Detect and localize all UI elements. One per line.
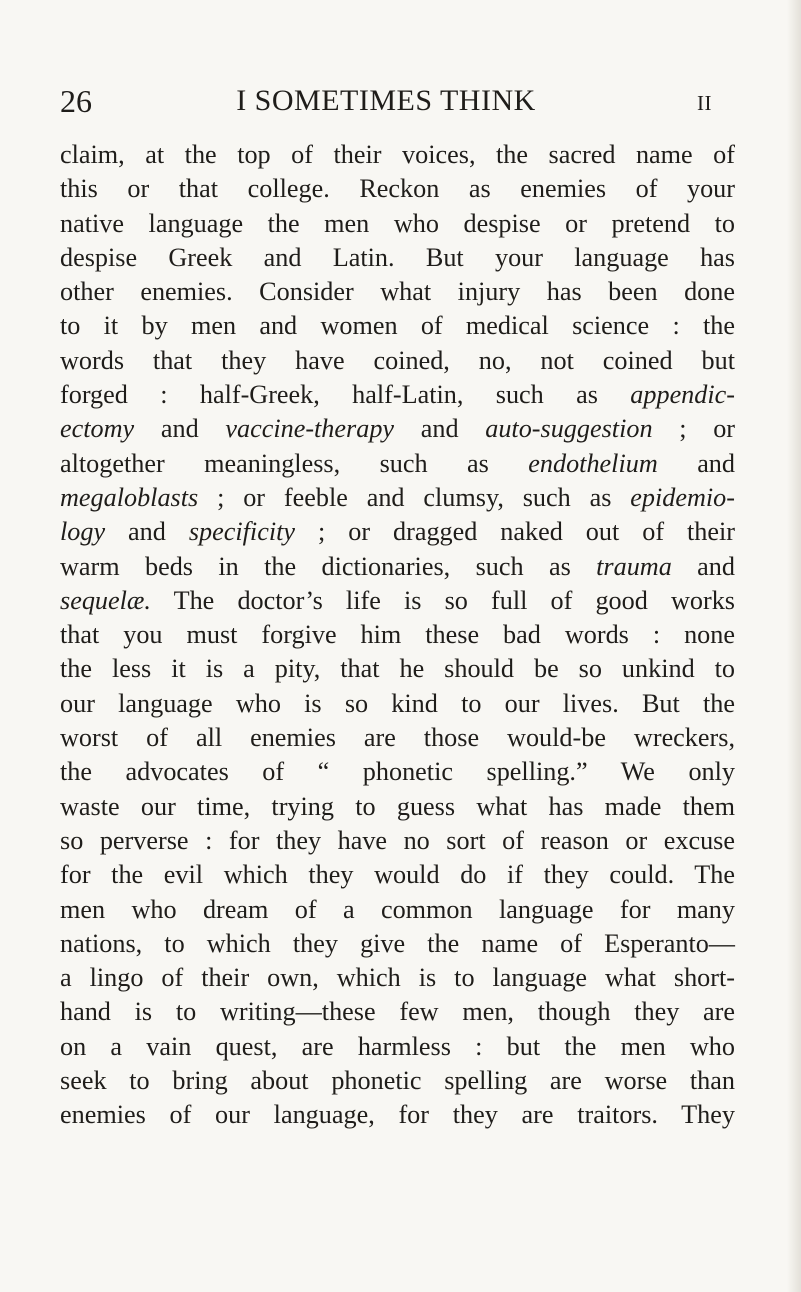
italic-term: ectomy (60, 414, 135, 444)
text-run: a lingo of their own, which is to language what short- (60, 963, 735, 993)
text-run: seek to bring about phonetic spelling are worse than (60, 1066, 735, 1096)
italic-term: vaccine-therapy (225, 414, 395, 444)
text-run: men who dream of a common language for many (60, 894, 735, 924)
text-run: to it by men and women of medical science : the (60, 311, 735, 341)
text-line (60, 344, 735, 378)
text-line (60, 1030, 735, 1064)
text-line (60, 687, 735, 721)
text-run: the advocates of “ phonetic spelling.” We only (60, 757, 735, 787)
text-run: for the evil which they would do if they could. The (60, 860, 735, 890)
italic-term: endothelium (528, 448, 658, 478)
text-line (60, 550, 735, 584)
running-head: I SOMETIMES THINK (236, 84, 536, 117)
text-line (60, 1064, 735, 1098)
text-line (60, 893, 735, 927)
text-line (60, 961, 735, 995)
text-run: and (671, 551, 735, 581)
text-run: that you must forgive him these bad words : none (60, 620, 735, 650)
text-run: hand is to writing—these few men, though they are (60, 997, 735, 1027)
text-run: altogether meaningless, such as (60, 448, 529, 478)
text-run: The doctor’s life is so full of good works (150, 585, 735, 615)
text-run: our language who is so kind to our lives. But the (60, 688, 735, 718)
text-run: warm beds in the dictionaries, such as (60, 551, 597, 581)
text-run: other enemies. Consider what injury has been done (60, 277, 735, 307)
page-header (60, 82, 712, 122)
text-line (60, 172, 735, 206)
text-line (60, 995, 735, 1029)
text-line (60, 309, 735, 343)
text-line (60, 481, 735, 515)
text-run: ; or (652, 414, 736, 444)
italic-term: auto-suggestion (485, 414, 653, 444)
text-line (60, 138, 735, 172)
text-run: nations, to which they give the name of Esperanto— (60, 928, 735, 958)
italic-term: logy (60, 517, 106, 547)
text-run: enemies of our language, for they are traitors. They (60, 1100, 735, 1130)
text-line (60, 721, 735, 755)
text-run: ; or dragged naked out of their (295, 517, 735, 547)
text-line (60, 378, 735, 412)
page-number: 26 (60, 83, 92, 119)
text-run: waste our time, trying to guess what has made them (60, 791, 735, 821)
text-run: words that they have coined, no, not coined but (60, 345, 735, 375)
page-edge-shadow (787, 0, 801, 1292)
text-line (60, 858, 735, 892)
text-run: and (134, 414, 226, 444)
italic-term: sequelæ. (60, 585, 151, 615)
text-run: the less it is a pity, that he should be so unkind to (60, 654, 735, 684)
text-run: this or that college. Reckon as enemies of your (60, 174, 735, 204)
text-run: on a vain quest, are harmless : but the men who (60, 1031, 735, 1061)
text-run: worst of all enemies are those would-be wreckers, (60, 723, 735, 753)
text-run: and (394, 414, 486, 444)
chapter-numeral: II (697, 91, 712, 115)
text-line (60, 790, 735, 824)
text-line (60, 584, 735, 618)
text-line (60, 652, 735, 686)
text-line (60, 275, 735, 309)
italic-term: epidemio- (630, 482, 735, 512)
text-line (60, 241, 735, 275)
text-run: claim, at the top of their voices, the sacred name of (60, 140, 735, 169)
body-text (60, 138, 735, 1133)
text-line (60, 447, 735, 481)
text-line (60, 927, 735, 961)
text-line (60, 824, 735, 858)
text-line (60, 755, 735, 789)
text-line (60, 412, 735, 446)
text-run: and (105, 517, 189, 547)
italic-term: megaloblasts (60, 482, 199, 512)
text-run: native language the men who despise or pretend to (60, 208, 735, 238)
text-line (60, 1098, 735, 1132)
text-run: despise Greek and Latin. But your language has (60, 242, 735, 272)
text-line (60, 618, 735, 652)
text-run: forged : half-Greek, half-Latin, such as (60, 380, 631, 410)
text-run: so perverse : for they have no sort of reason or excuse (60, 825, 735, 855)
text-line (60, 207, 735, 241)
italic-term: trauma (596, 551, 672, 581)
italic-term: appendic- (630, 380, 735, 410)
italic-term: specificity (188, 517, 296, 547)
text-run: and (657, 448, 735, 478)
text-run: ; or feeble and clumsy, such as (198, 482, 631, 512)
text-line (60, 515, 735, 549)
